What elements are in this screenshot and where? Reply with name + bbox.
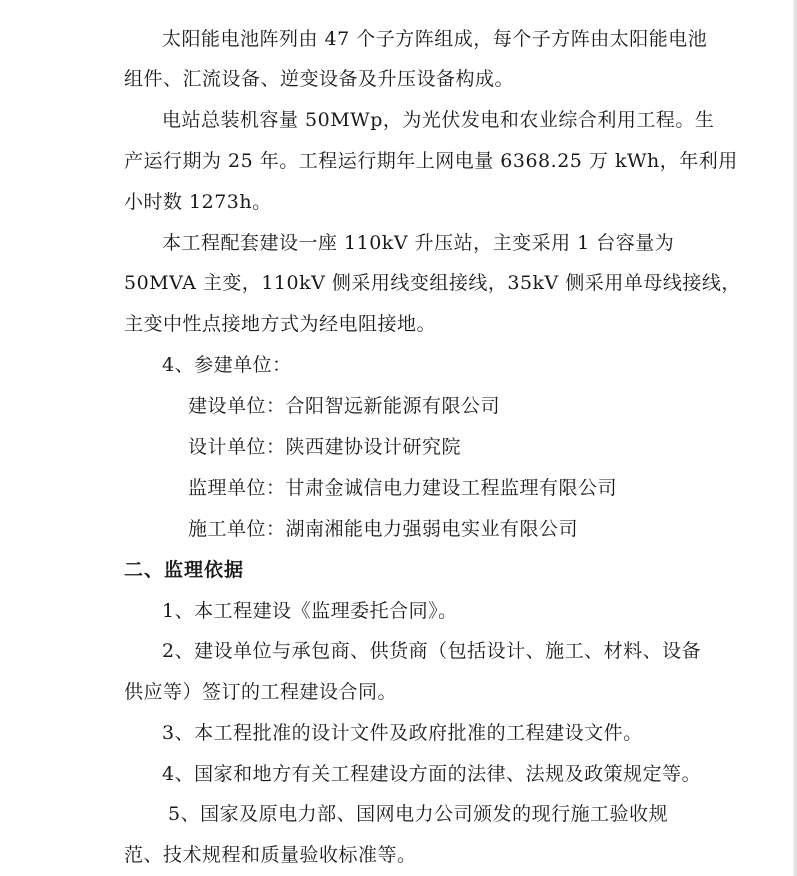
basis-item-5-line2: 范、技术规程和质量验收标准等。 bbox=[124, 844, 417, 866]
section-heading: 二、监理依据 bbox=[124, 559, 245, 581]
p2-line2: 产运行期为 25 年。工程运行期年上网电量 6368.25 万 kWh，年利用 bbox=[124, 150, 738, 172]
p2-line1: 电站总装机容量 50MWp，为光伏发电和农业综合利用工程。生 bbox=[162, 109, 715, 131]
basis-item-1: 1、本工程建设《监理委托合同》。 bbox=[162, 600, 458, 622]
p3-line1: 本工程配套建设一座 110kV 升压站，主变采用 1 台容量为 bbox=[162, 232, 675, 254]
basis-item-3: 3、本工程批准的设计文件及政府批准的工程建设文件。 bbox=[162, 722, 643, 744]
participant-builder: 建设单位：合阳智远新能源有限公司 bbox=[188, 395, 501, 417]
participant-contractor: 施工单位：湖南湘能电力强弱电实业有限公司 bbox=[188, 518, 579, 540]
p1-line1: 太阳能电池阵列由 47 个子方阵组成，每个子方阵由太阳能电池 bbox=[162, 28, 708, 50]
p3-line2: 50MVA 主变，110kV 侧采用线变组接线，35kV 侧采用单母线接线， bbox=[124, 272, 741, 294]
basis-item-2-line1: 2、建设单位与承包商、供货商（包括设计、施工、材料、设备 bbox=[162, 640, 702, 662]
p3-line3: 主变中性点接地方式为经电阻接地。 bbox=[124, 313, 437, 335]
basis-item-5-line1: 5、国家及原电力部、国网电力公司颁发的现行施工验收规 bbox=[168, 803, 669, 825]
page-edge bbox=[793, 0, 797, 876]
participant-supervisor: 监理单位：甘肃金诚信电力建设工程监理有限公司 bbox=[188, 477, 618, 499]
participant-designer: 设计单位：陕西建协设计研究院 bbox=[188, 436, 462, 458]
p1-line2: 组件、汇流设备、逆变设备及升压设备构成。 bbox=[124, 68, 515, 90]
basis-item-4: 4、国家和地方有关工程建设方面的法律、法规及政策规定等。 bbox=[162, 763, 702, 785]
basis-item-2-line2: 供应等）签订的工程建设合同。 bbox=[124, 681, 398, 703]
p2-line3: 小时数 1273h。 bbox=[124, 191, 272, 213]
participants-title: 4、参建单位： bbox=[162, 354, 292, 376]
